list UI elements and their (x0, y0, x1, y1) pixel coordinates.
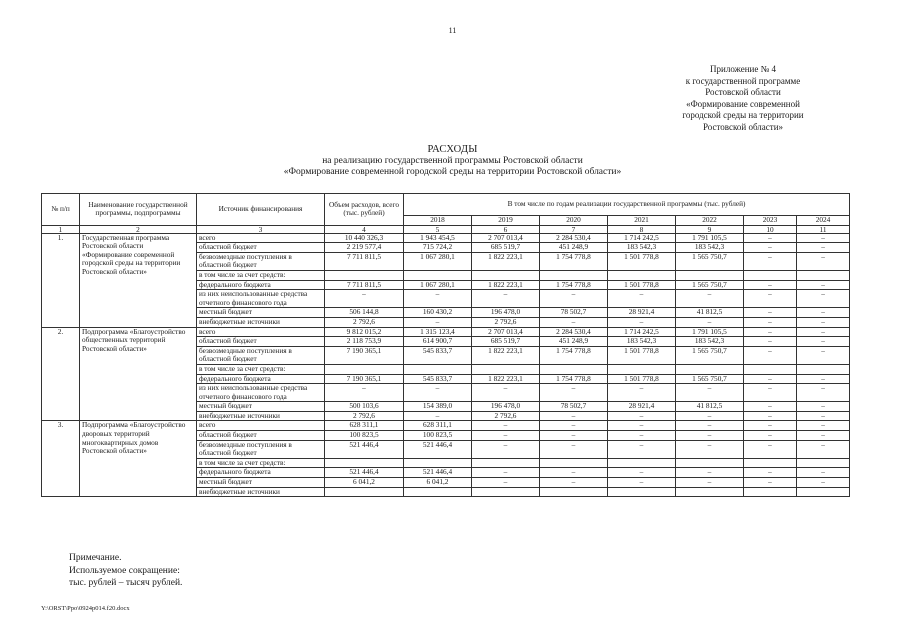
year-value-cell: – (540, 384, 608, 402)
year-value-cell: 196 478,0 (472, 308, 540, 318)
source-cell: внебюджетные источники (197, 487, 325, 497)
year-value-cell (797, 487, 850, 497)
source-cell: местный бюджет (197, 402, 325, 412)
year-value-cell: – (404, 411, 472, 421)
source-cell: областной бюджет (197, 243, 325, 253)
year-value-cell: – (797, 346, 850, 364)
year-value-cell: – (744, 317, 797, 327)
source-cell: всего (197, 327, 325, 337)
year-value-cell: – (472, 421, 540, 431)
index-cell: 10 (744, 225, 797, 233)
year-value-cell: – (797, 468, 850, 478)
title-sub1: на реализацию государственной программы Ростовской области (322, 156, 583, 166)
year-value-cell: 1 565 750,7 (676, 280, 744, 290)
document-title (0, 143, 905, 178)
total-cell: 7 711 811,5 (325, 280, 404, 290)
group-num-cell: 3. (42, 421, 80, 497)
year-value-cell: 1 501 778,8 (608, 280, 676, 290)
year-value-cell: – (608, 431, 676, 441)
header-name: Наименование государственной программы, подпрограммы (80, 194, 197, 226)
year-value-cell: – (608, 384, 676, 402)
note-block (69, 552, 182, 590)
total-cell: 2 219 577,4 (325, 243, 404, 253)
year-value-cell (797, 270, 850, 280)
total-cell: 500 103,6 (325, 402, 404, 412)
year-value-cell: 521 446,4 (404, 440, 472, 458)
year-value-cell (797, 364, 850, 374)
year-value-cell: – (797, 327, 850, 337)
table-row (42, 233, 850, 243)
header-year: 2019 (472, 216, 540, 226)
year-value-cell: – (608, 411, 676, 421)
year-value-cell: – (472, 468, 540, 478)
total-cell: 628 311,1 (325, 421, 404, 431)
year-value-cell: 154 389,0 (404, 402, 472, 412)
year-value-cell (472, 458, 540, 468)
total-cell: 100 823,5 (325, 431, 404, 441)
index-cell: 6 (472, 225, 540, 233)
year-value-cell: 78 502,7 (540, 308, 608, 318)
year-value-cell: – (797, 384, 850, 402)
year-value-cell: 451 248,9 (540, 243, 608, 253)
group-name-cell: Подпрограмма «Благоустройство дворовых территорий многоквартирных домов Ростовской области» (80, 421, 197, 497)
year-value-cell: 1 822 223,1 (472, 346, 540, 364)
year-value-cell: 545 833,7 (404, 346, 472, 364)
header-year: 2023 (744, 216, 797, 226)
year-value-cell: 1 565 750,7 (676, 374, 744, 384)
year-value-cell (540, 487, 608, 497)
year-value-cell: – (744, 468, 797, 478)
index-cell: 4 (325, 225, 404, 233)
source-cell: областной бюджет (197, 431, 325, 441)
year-value-cell: – (472, 431, 540, 441)
year-value-cell: – (540, 317, 608, 327)
year-value-cell (608, 364, 676, 374)
year-value-cell (404, 458, 472, 468)
year-value-cell: – (608, 468, 676, 478)
year-value-cell: 1 943 454,5 (404, 233, 472, 243)
year-value-cell: – (608, 478, 676, 488)
index-cell: 1 (42, 225, 80, 233)
year-value-cell: 1 754 778,8 (540, 280, 608, 290)
year-value-cell: – (744, 233, 797, 243)
source-cell: безвозмездные поступления в областной бюджет (197, 346, 325, 364)
source-cell: внебюджетные источники (197, 317, 325, 327)
source-cell: федерального бюджета (197, 280, 325, 290)
year-value-cell: – (540, 468, 608, 478)
year-value-cell (744, 458, 797, 468)
year-value-cell: – (676, 478, 744, 488)
year-value-cell: – (744, 327, 797, 337)
total-cell: 506 144,8 (325, 308, 404, 318)
year-value-cell (472, 487, 540, 497)
year-value-cell (676, 458, 744, 468)
year-value-cell: 545 833,7 (404, 374, 472, 384)
source-cell: областной бюджет (197, 337, 325, 347)
header-year: 2018 (404, 216, 472, 226)
header-year: 2021 (608, 216, 676, 226)
group-num-cell: 1. (42, 233, 80, 327)
year-value-cell: – (797, 337, 850, 347)
year-value-cell: – (744, 440, 797, 458)
source-cell: из них неиспользованные средства отчетного финансового года (197, 384, 325, 402)
appendix-line: к государственной программе (685, 75, 801, 86)
year-value-cell: 451 248,9 (540, 337, 608, 347)
year-value-cell: 2 792,6 (472, 411, 540, 421)
year-value-cell: – (744, 243, 797, 253)
year-value-cell: – (797, 478, 850, 488)
header-source: Источник финансирования (197, 194, 325, 226)
year-value-cell: – (797, 290, 850, 308)
year-value-cell: 1 565 750,7 (676, 346, 744, 364)
year-value-cell: 183 542,3 (676, 243, 744, 253)
total-cell: 7 190 365,1 (325, 346, 404, 364)
source-cell: в том числе за счет средств: (197, 364, 325, 374)
appendix-line: Приложение № 4 (710, 64, 776, 74)
year-value-cell (540, 364, 608, 374)
year-value-cell: – (744, 411, 797, 421)
year-value-cell (404, 364, 472, 374)
year-value-cell: 1 754 778,8 (540, 346, 608, 364)
year-value-cell: 2 792,6 (472, 317, 540, 327)
header-total: Объем расходов, всего (тыс. рублей) (325, 194, 404, 226)
year-value-cell: 614 900,7 (404, 337, 472, 347)
year-value-cell: – (797, 440, 850, 458)
source-cell: всего (197, 233, 325, 243)
year-value-cell (404, 270, 472, 280)
total-cell: 7 190 365,1 (325, 374, 404, 384)
total-cell (325, 458, 404, 468)
year-value-cell: 1 714 242,5 (608, 233, 676, 243)
year-value-cell: 2 707 013,4 (472, 233, 540, 243)
total-cell: 10 440 326,3 (325, 233, 404, 243)
year-value-cell: – (472, 290, 540, 308)
year-value-cell: – (472, 478, 540, 488)
year-value-cell: – (744, 431, 797, 441)
index-cell: 11 (797, 225, 850, 233)
source-cell: федерального бюджета (197, 374, 325, 384)
year-value-cell: 1 754 778,8 (540, 252, 608, 270)
year-value-cell: – (797, 233, 850, 243)
note-line: Используемое сокращение: (69, 565, 180, 576)
year-value-cell: 715 724,2 (404, 243, 472, 253)
expenditure-table (41, 193, 850, 497)
source-cell: местный бюджет (197, 478, 325, 488)
year-value-cell: – (608, 421, 676, 431)
year-value-cell (608, 458, 676, 468)
source-cell: безвозмездные поступления в областной бюджет (197, 440, 325, 458)
title-sub2: «Формирование современной городской среды на территории Ростовской области» (283, 167, 622, 177)
source-cell: из них неиспользованные средства отчетного финансового года (197, 290, 325, 308)
page-number: 11 (448, 26, 457, 35)
note-line: Примечание. (69, 553, 122, 563)
year-value-cell (676, 364, 744, 374)
year-value-cell: 521 446,4 (404, 468, 472, 478)
year-value-cell: 196 478,0 (472, 402, 540, 412)
year-value-cell: – (797, 374, 850, 384)
year-value-cell: – (472, 440, 540, 458)
total-cell (325, 487, 404, 497)
year-value-cell: – (744, 402, 797, 412)
year-value-cell: 28 921,4 (608, 308, 676, 318)
year-value-cell: – (744, 374, 797, 384)
year-value-cell: 28 921,4 (608, 402, 676, 412)
year-value-cell: – (472, 384, 540, 402)
index-cell: 8 (608, 225, 676, 233)
year-value-cell: 1 067 280,1 (404, 280, 472, 290)
year-value-cell: 628 311,1 (404, 421, 472, 431)
year-value-cell: 1 714 242,5 (608, 327, 676, 337)
year-value-cell: – (404, 290, 472, 308)
year-value-cell: – (540, 431, 608, 441)
source-cell: всего (197, 421, 325, 431)
index-cell: 3 (197, 225, 325, 233)
total-cell (325, 270, 404, 280)
source-cell: внебюджетные источники (197, 411, 325, 421)
group-num-cell: 2. (42, 327, 80, 421)
year-value-cell: 685 519,7 (472, 337, 540, 347)
year-value-cell: 1 501 778,8 (608, 346, 676, 364)
header-year: 2020 (540, 216, 608, 226)
total-cell: 9 812 015,2 (325, 327, 404, 337)
year-value-cell: – (797, 421, 850, 431)
year-value-cell: – (404, 384, 472, 402)
year-value-cell: 1 822 223,1 (472, 374, 540, 384)
year-value-cell (676, 270, 744, 280)
total-cell: 7 711 811,5 (325, 252, 404, 270)
year-value-cell: 1 822 223,1 (472, 280, 540, 290)
year-value-cell: 2 284 530,4 (540, 233, 608, 243)
year-value-cell (608, 270, 676, 280)
year-value-cell: 1 791 105,5 (676, 233, 744, 243)
year-value-cell (472, 270, 540, 280)
year-value-cell: 2 284 530,4 (540, 327, 608, 337)
year-value-cell: 1 501 778,8 (608, 374, 676, 384)
appendix-line: городской среды на территории (682, 110, 804, 120)
year-value-cell: – (540, 411, 608, 421)
year-value-cell: 6 041,2 (404, 478, 472, 488)
total-cell: 521 446,4 (325, 440, 404, 458)
year-value-cell: 685 519,7 (472, 243, 540, 253)
appendix-block (643, 64, 843, 133)
total-cell: 6 041,2 (325, 478, 404, 488)
year-value-cell: – (797, 317, 850, 327)
year-value-cell: 100 823,5 (404, 431, 472, 441)
year-value-cell: 183 542,3 (608, 337, 676, 347)
year-value-cell: – (676, 468, 744, 478)
year-value-cell: – (676, 421, 744, 431)
source-cell: безвозмездные поступления в областной бюджет (197, 252, 325, 270)
year-value-cell (540, 270, 608, 280)
year-value-cell: – (797, 243, 850, 253)
year-value-cell: – (797, 280, 850, 290)
group-name-cell: Государственная программа Ростовской области «Формирование современной городской среды на территории Ростовской области» (80, 233, 197, 327)
year-value-cell (744, 364, 797, 374)
year-value-cell: 1 501 778,8 (608, 252, 676, 270)
year-value-cell: – (676, 384, 744, 402)
year-value-cell: – (797, 402, 850, 412)
appendix-line: Ростовской области (705, 87, 781, 97)
year-value-cell: 183 542,3 (608, 243, 676, 253)
header-num: № п/п (42, 194, 80, 226)
year-value-cell: – (676, 431, 744, 441)
year-value-cell: 41 812,5 (676, 308, 744, 318)
year-value-cell: – (540, 478, 608, 488)
header-year: 2022 (676, 216, 744, 226)
year-value-cell: – (797, 308, 850, 318)
year-value-cell: 1 565 750,7 (676, 252, 744, 270)
source-cell: в том числе за счет средств: (197, 458, 325, 468)
index-cell: 9 (676, 225, 744, 233)
year-value-cell: – (404, 317, 472, 327)
year-value-cell: – (744, 337, 797, 347)
year-value-cell: 1 822 223,1 (472, 252, 540, 270)
year-value-cell: 1 067 280,1 (404, 252, 472, 270)
year-value-cell: 1 315 123,4 (404, 327, 472, 337)
header-years-group: В том числе по годам реализации государственной программы (тыс. рублей) (404, 194, 850, 216)
year-value-cell: 2 707 013,4 (472, 327, 540, 337)
year-value-cell (472, 364, 540, 374)
year-value-cell (797, 458, 850, 468)
total-cell: 2 792,6 (325, 317, 404, 327)
table-row (42, 327, 850, 337)
year-value-cell: – (540, 421, 608, 431)
year-value-cell (744, 270, 797, 280)
year-value-cell (676, 487, 744, 497)
year-value-cell: – (744, 308, 797, 318)
year-value-cell: – (608, 290, 676, 308)
total-cell (325, 364, 404, 374)
source-cell: федерального бюджета (197, 468, 325, 478)
year-value-cell: – (744, 478, 797, 488)
year-value-cell: – (744, 346, 797, 364)
year-value-cell: – (540, 440, 608, 458)
year-value-cell: – (676, 411, 744, 421)
year-value-cell (744, 487, 797, 497)
index-row (42, 225, 850, 233)
source-cell: местный бюджет (197, 308, 325, 318)
total-cell: 2 792,6 (325, 411, 404, 421)
year-value-cell (540, 458, 608, 468)
year-value-cell: – (744, 280, 797, 290)
index-cell: 5 (404, 225, 472, 233)
total-cell: – (325, 384, 404, 402)
year-value-cell: – (744, 252, 797, 270)
year-value-cell: – (797, 411, 850, 421)
year-value-cell: 41 812,5 (676, 402, 744, 412)
year-value-cell: – (744, 421, 797, 431)
year-value-cell (608, 487, 676, 497)
year-value-cell (404, 487, 472, 497)
year-value-cell: 183 542,3 (676, 337, 744, 347)
total-cell: 2 118 753,9 (325, 337, 404, 347)
year-value-cell: – (744, 290, 797, 308)
year-value-cell: 1 791 105,5 (676, 327, 744, 337)
index-cell: 7 (540, 225, 608, 233)
appendix-line: Ростовской области» (702, 121, 784, 132)
year-value-cell: – (608, 440, 676, 458)
source-cell: в том числе за счет средств: (197, 270, 325, 280)
index-cell: 2 (80, 225, 197, 233)
table-row (42, 421, 850, 431)
year-value-cell: – (540, 290, 608, 308)
appendix-line: «Формирование современной (686, 98, 800, 109)
year-value-cell: – (797, 431, 850, 441)
total-cell: – (325, 290, 404, 308)
year-value-cell: 78 502,7 (540, 402, 608, 412)
year-value-cell: 1 754 778,8 (540, 374, 608, 384)
total-cell: 521 446,4 (325, 468, 404, 478)
year-value-cell: 160 430,2 (404, 308, 472, 318)
footer-file-path: Y:\ORST\Ppo\0924p014.f20.docx (41, 605, 130, 612)
year-value-cell: – (744, 384, 797, 402)
note-line: тыс. рублей – тысяч рублей. (69, 578, 183, 588)
year-value-cell: – (676, 317, 744, 327)
year-value-cell: – (797, 252, 850, 270)
year-value-cell: – (608, 317, 676, 327)
title-main: РАСХОДЫ (427, 144, 478, 155)
year-value-cell: – (676, 290, 744, 308)
group-name-cell: Подпрограмма «Благоустройство общественных территорий Ростовской области» (80, 327, 197, 421)
year-value-cell: – (676, 440, 744, 458)
header-year: 2024 (797, 216, 850, 226)
